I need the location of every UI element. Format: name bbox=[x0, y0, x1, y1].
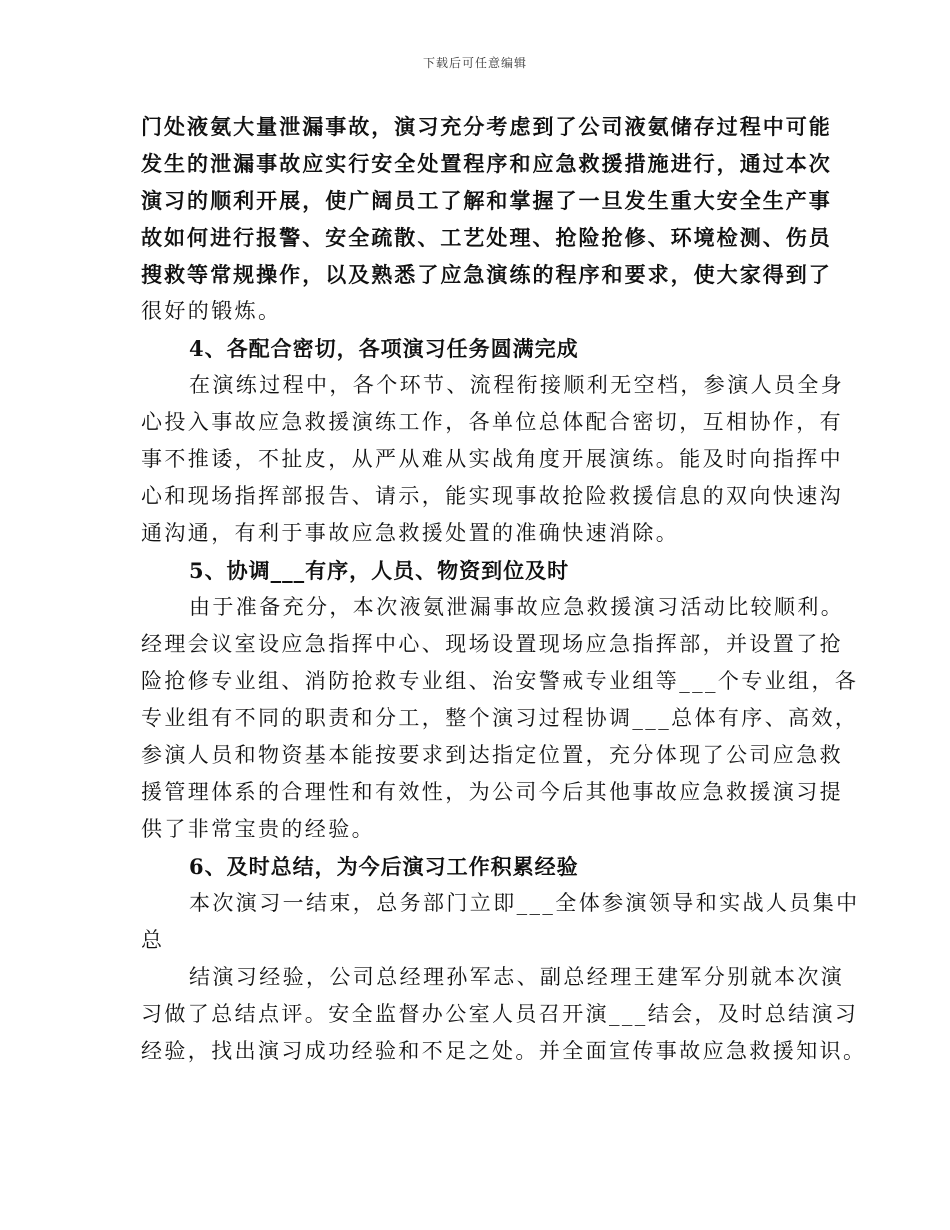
section-heading-4: 4、各配合密切，各项演习任务圆满完成 bbox=[189, 336, 579, 361]
paragraph-line: 专业组有不同的职责和分工，整个演习过程协调___总体有序、高效， bbox=[141, 706, 859, 730]
paragraph-line: 事不推诿，不扯皮，从严从难从实战角度开展演练。能及时向指挥中 bbox=[141, 447, 843, 471]
paragraph-line: 险抢修专业组、消防抢救专业组、治安警戒专业组等___个专业组，各 bbox=[141, 669, 859, 693]
paragraph-line: 经理会议室设应急指挥中心、现场设置现场应急指挥部，并设置了抢 bbox=[141, 632, 843, 656]
document-body bbox=[141, 108, 867, 1070]
paragraph-line: 援管理体系的合理性和有效性，为公司今后其他事故应急救援演习提 bbox=[141, 780, 843, 804]
paragraph-line: 经验，找出演习成功经验和不足之处。并全面宣传事故应急救援知识。 bbox=[141, 1039, 867, 1063]
paragraph-line: 在演练过程中，各个环节、流程衔接顺利无空档，参演人员全身 bbox=[189, 373, 845, 397]
paragraph-line: 很好的锻炼。 bbox=[141, 299, 282, 323]
paragraph-line: 供了非常宝贵的经验。 bbox=[141, 817, 375, 841]
paragraph-line: 演习的顺利开展，使广阔员工了解和掌握了一旦发生重大安全生产事 bbox=[141, 188, 831, 213]
paragraph-line: 心和现场指挥部报告、请示，能实现事故抢险救援信息的双向快速沟 bbox=[141, 484, 843, 508]
page-header: 下载后可任意编辑 bbox=[422, 56, 527, 70]
paragraph-line: 由于准备充分，本次液氨泄漏事故应急救援演习活动比较顺利。 bbox=[189, 595, 845, 619]
section-heading-6: 6、及时总结，为今后演习工作积累经验 bbox=[189, 854, 579, 879]
paragraph-line: 习做了总结点评。安全监督办公室人员召开演___结会，及时总结演习 bbox=[141, 1002, 859, 1026]
paragraph-line: 心投入事故应急救援演练工作，各单位总体配合密切，互相协作，有 bbox=[141, 410, 843, 434]
paragraph-line: 故如何进行报警、安全疏散、工艺处理、抢险抢修、环境检测、伤员 bbox=[141, 225, 831, 250]
paragraph-line: 结演习经验，公司总经理孙军志、副总经理王建军分别就本次演 bbox=[189, 965, 845, 989]
paragraph-line: 总 bbox=[141, 928, 165, 952]
paragraph-line: 搜救等常规操作，以及熟悉了应急演练的程序和要求，使大家得到了 bbox=[141, 262, 831, 287]
paragraph-line: 本次演习一结束，总务部门立即___全体参演领导和实战人员集中 bbox=[189, 891, 860, 915]
paragraph-line: 发生的泄漏事故应实行安全处置程序和应急救援措施进行，通过本次 bbox=[141, 151, 831, 176]
paragraph-line: 参演人员和物资基本能按要求到达指定位置，充分体现了公司应急救 bbox=[141, 743, 843, 767]
paragraph-line: 通沟通，有利于事故应急救援处置的准确快速消除。 bbox=[141, 521, 680, 545]
paragraph-line: 门处液氨大量泄漏事故，演习充分考虑到了公司液氨储存过程中可能 bbox=[141, 114, 831, 139]
section-heading-5: 5、协调___有序，人员、物资到位及时 bbox=[189, 558, 570, 583]
